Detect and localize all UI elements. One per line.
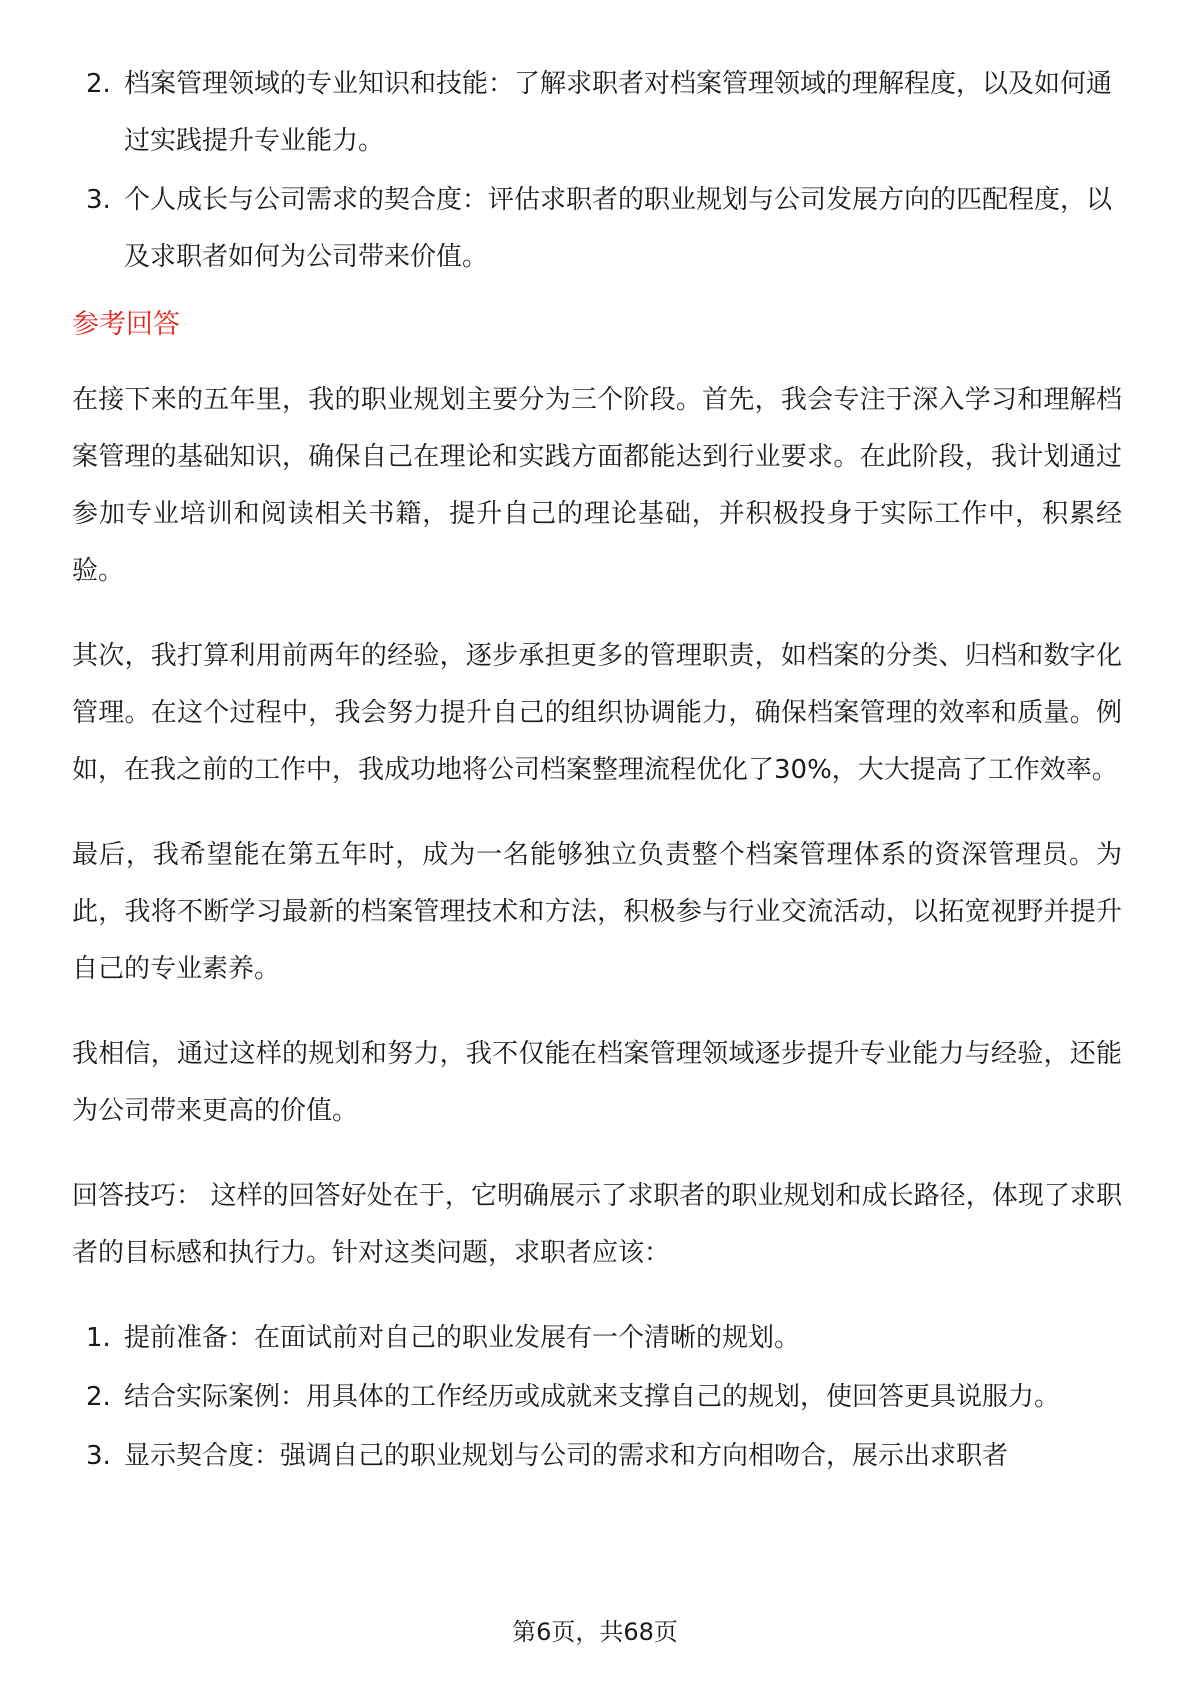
list-number: 1. <box>86 1323 111 1353</box>
list-text: 档案管理领域的专业知识和技能：了解求职者对档案管理领域的理解程度，以及如何通过实践提升专业能力。 <box>124 69 1113 156</box>
paragraph: 其次，我打算利用前两年的经验，逐步承担更多的管理职责，如档案的分类、归档和数字化管理。在这个过程中，我会努力提升自己的组织协调能力，确保档案管理的效率和质量。例如，在我之前的工作中，我成功地将公司档案整理流程优化了30%，大大提高了工作效率。 <box>72 641 1122 785</box>
page-content <box>72 56 1122 1487</box>
page-number: 第6页，共68页 <box>512 1618 678 1646</box>
list-number: 3. <box>86 1441 111 1471</box>
list-number: 3. <box>86 185 111 215</box>
list-item <box>72 1310 1122 1367</box>
list-text: 显示契合度：强调自己的职业规划与公司的需求和方向相吻合，展示出求职者 <box>124 1441 1009 1471</box>
paragraph: 最后，我希望能在第五年时，成为一名能够独立负责整个档案管理体系的资深管理员。为此，我将不断学习最新的档案管理技术和方法，积极参与行业交流活动，以拓宽视野并提升自己的专业素养。 <box>72 840 1122 984</box>
list-number: 2. <box>86 69 111 99</box>
list-item <box>72 1428 1122 1485</box>
list-text: 个人成长与公司需求的契合度：评估求职者的职业规划与公司发展方向的匹配程度，以及求职者如何为公司带来价值。 <box>124 185 1113 272</box>
list-text: 提前准备：在面试前对自己的职业发展有一个清晰的规划。 <box>124 1323 801 1353</box>
list-number: 2. <box>86 1382 111 1412</box>
paragraph: 我相信，通过这样的规划和努力，我不仅能在档案管理领域逐步提升专业能力与经验，还能为公司带来更高的价值。 <box>72 1039 1122 1126</box>
paragraph: 在接下来的五年里，我的职业规划主要分为三个阶段。首先，我会专注于深入学习和理解档案管理的基础知识，确保自己在理论和实践方面都能达到行业要求。在此阶段，我计划通过参加专业培训和阅读相关书籍，提升自己的理论基础，并积极投身于实际工作中，积累经验。 <box>72 385 1122 586</box>
answer-tips-paragraph: 回答技巧： 这样的回答好处在于，它明确展示了求职者的职业规划和成长路径，体现了求职者的目标感和执行力。针对这类问题，求职者应该： <box>72 1181 1122 1268</box>
criteria-list <box>72 56 1122 286</box>
list-item <box>72 56 1122 170</box>
list-item <box>72 172 1122 286</box>
list-item <box>72 1369 1122 1426</box>
list-text: 结合实际案例：用具体的工作经历或成就来支撑自己的规划，使回答更具说服力。 <box>124 1382 1061 1412</box>
section-heading: 参考回答 <box>72 309 180 340</box>
tips-list <box>72 1310 1122 1485</box>
